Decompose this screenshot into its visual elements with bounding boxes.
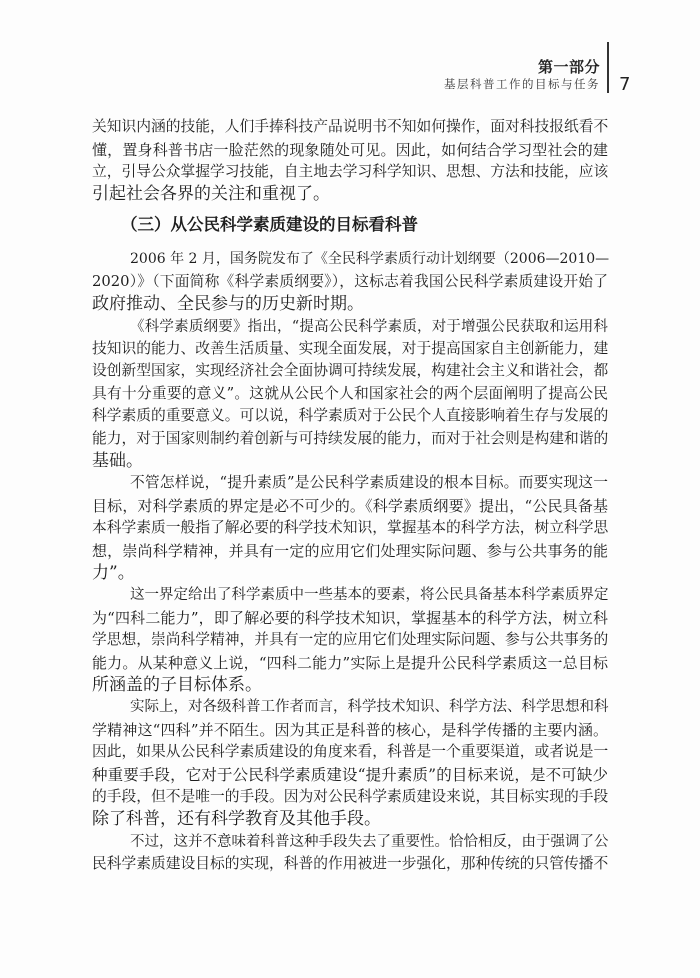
paragraph-line: 不过，这并不意味着科普这种手段失去了重要性。恰恰相反，由于强调了公 [130,834,609,850]
intro-line: 立，引导公众掌握学习技能，自主地去学习科学知识、思想、方法和技能，应该 [92,163,609,180]
paragraph-line: 本科学素质一般指了解必要的科学技术知识，掌握基本的科学方法，树立科学思 [92,519,609,536]
paragraph-line: 的手段，但不是唯一的手段。因为对公民科学素质建设来说，其目标实现的手段 [92,788,609,805]
paragraph-line: 想，崇尚科学精神，并具有一定的应用它们处理实际问题、参与公共事务的能 [92,542,608,560]
paragraph-line: 能力，对于国家则制约着创新与可持续发展的能力，而对于社会则是构建和谐的 [92,430,609,447]
paragraph-line: 除了科普，还有科学教育及其他手段。 [92,809,381,829]
section-heading: （三）从公民科学素质建设的目标看科普 [121,215,418,234]
paragraph-line: 能力。从某种意义上说，“四科二能力”实际上是提升公民科学素质这一总目标 [92,654,608,672]
paragraph-line: 不管怎样说，“提升素质”是公民科学素质建设的根本目标。而要实现这一 [130,474,608,491]
paragraph-line: 因此，如果从公民科学素质建设的角度来看，科普是一个重要渠道，或者说是一 [92,743,609,760]
intro-line: 关知识内涵的技能，人们手捧科技产品说明书不知如何操作，面对科技报纸看不 [92,118,609,135]
chapter-subtitle: 基层科普工作的目标与任务 [444,77,600,91]
paragraph-line: 力”。 [92,563,135,583]
paragraph-line: 民科学素质建设目标的实现，科普的作用被进一步强化，那种传统的只管传播不 [92,855,609,872]
paragraph-line: 所涵盖的子目标体系。 [92,675,262,695]
paragraph-line: 目标，对科学素质的界定是必不可少的。《科学素质纲要》提出，“公民具备基 [92,497,608,515]
part-title: 第一部分 [537,58,600,76]
paragraph-line: 这一界定给出了科学素质中一些基本的要素，将公民具备基本科学素质界定 [130,587,609,603]
paragraph-line: 具有十分重要的意义”。这就从公民个人和国家社会的两个层面阐明了提高公民 [92,385,608,402]
intro-line: 懂，置身科普书店一脸茫然的现象随处可见。因此，如何结合学习型社会的建 [92,141,608,159]
paragraph-line: 为“四科二能力”，即了解必要的科学技术知识，掌握基本的科学方法，树立科 [92,609,608,627]
paragraph-line: 科学素质的重要意义。可以说，科学素质对于公民个人直接影响着生存与发展的 [92,407,609,424]
paragraph-line: 政府推动、全民参与的历史新时期。 [92,294,364,314]
paragraph-line: 学思想，崇尚科学精神，并具有一定的应用它们处理实际问题、参与公共事务的 [92,631,609,648]
paragraph-line: 种重要手段，它对于公民科学素质建设“提升素质”的目标来说，是不可缺少 [92,766,608,784]
intro-line: 引起社会各界的关注和重视了。 [92,184,330,204]
paragraph-line: 2006 年 2 月，国务院发布了《全民科学素质行动计划纲要（2006—2010— [130,251,610,267]
paragraph-line: 技知识的能力、改善生活质量、实现全面发展，对于提高国家自主创新能力，建 [92,340,609,357]
paragraph-line: 设创新型国家，实现经济社会全面协调可持续发展，构建社会主义和谐社会，都 [92,362,609,379]
paragraph-line: 实际上，对各级科普工作者而言，科学技术知识、科学方法、科学思想和科 [130,699,609,715]
paragraph-line: 学精神这“四科”并不陌生。因为其正是科普的核心，是科学传播的主要内涵。 [92,721,608,739]
header-divider [607,42,609,93]
paragraph-line: 2020）》（下面简称《科学素质纲要》），这标志着我国公民科学素质建设开始了 [92,273,608,290]
page-number: 7 [619,74,631,95]
paragraph-line: 《科学素质纲要》指出，“提高公民科学素质，对于增强公民获取和运用科 [130,319,608,335]
paragraph-line: 基础。 [92,451,143,471]
